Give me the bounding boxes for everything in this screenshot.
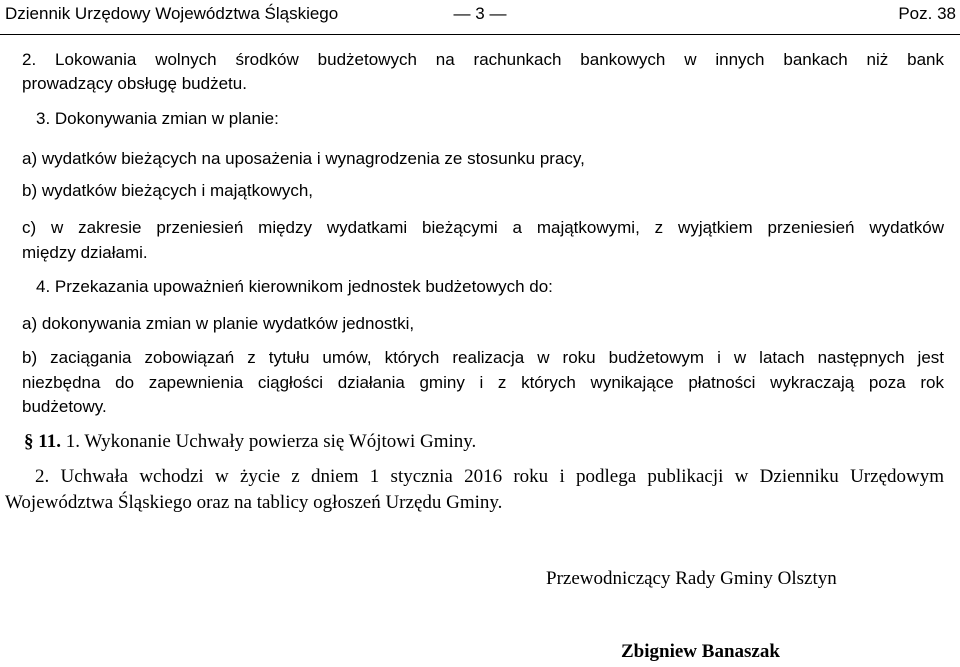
paragraph-2-line-1: 2. Lokowania wolnych środków budżetowych na rachunkach bankowych w innych bankach niż bank [22,50,944,69]
section-11-point-1: 1. Wykonanie Uchwały powierza się Wójtowi Gminy. [65,431,477,452]
section-11-point-2-line-1: 2. Uchwała wchodzi w życie z dniem 1 stycznia 2016 roku i podlega publikacji w Dzienniku Urzędowym [35,466,944,487]
paragraph-4-item-b-line-3: budżetowy. [22,397,107,416]
paragraph-4-item-b-line-1: b) zaciągania zobowiązań z tytułu umów, których realizacja w roku budżetowym i w latach następnych jest [22,348,944,367]
page-header [0,0,960,35]
paragraph-3-heading: 3. Dokonywania zmian w planie: [36,109,279,128]
paragraph-4-item-a: a) dokonywania zmian w planie wydatków jednostki, [22,314,415,333]
paragraph-3-item-b: b) wydatków bieżących i majątkowych, [22,181,314,200]
signatory-role: Przewodniczący Rady Gminy Olsztyn [546,568,837,589]
position-number: Poz. 38 [898,4,956,23]
signatory-name: Zbigniew Banaszak [621,641,780,662]
paragraph-3-item-c-line-2: między działami. [22,243,148,262]
section-11-point-2-line-2: Województwa Śląskiego oraz na tablicy ogłoszeń Urzędu Gminy. [5,492,503,513]
paragraph-3-item-c-line-1: c) w zakresie przeniesień między wydatkami bieżącymi a majątkowymi, z wyjątkiem przeniesień wydatków [22,218,944,237]
section-11-line [24,431,476,453]
paragraph-4-item-b-line-2: niezbędna do zapewnienia ciągłości działania gminy i z których wynikające płatności wykraczają poza rok [22,373,944,392]
paragraph-2-line-2: prowadzący obsługę budżetu. [22,74,247,93]
page-number: — 3 — [453,4,507,23]
paragraph-4-heading: 4. Przekazania upoważnień kierownikom jednostek budżetowych do: [36,277,553,296]
section-11-marker: § 11. [24,431,61,452]
journal-title: Dziennik Urzędowy Województwa Śląskiego [5,4,339,23]
paragraph-3-item-a: a) wydatków bieżących na uposażenia i wynagrodzenia ze stosunku pracy, [22,149,585,168]
